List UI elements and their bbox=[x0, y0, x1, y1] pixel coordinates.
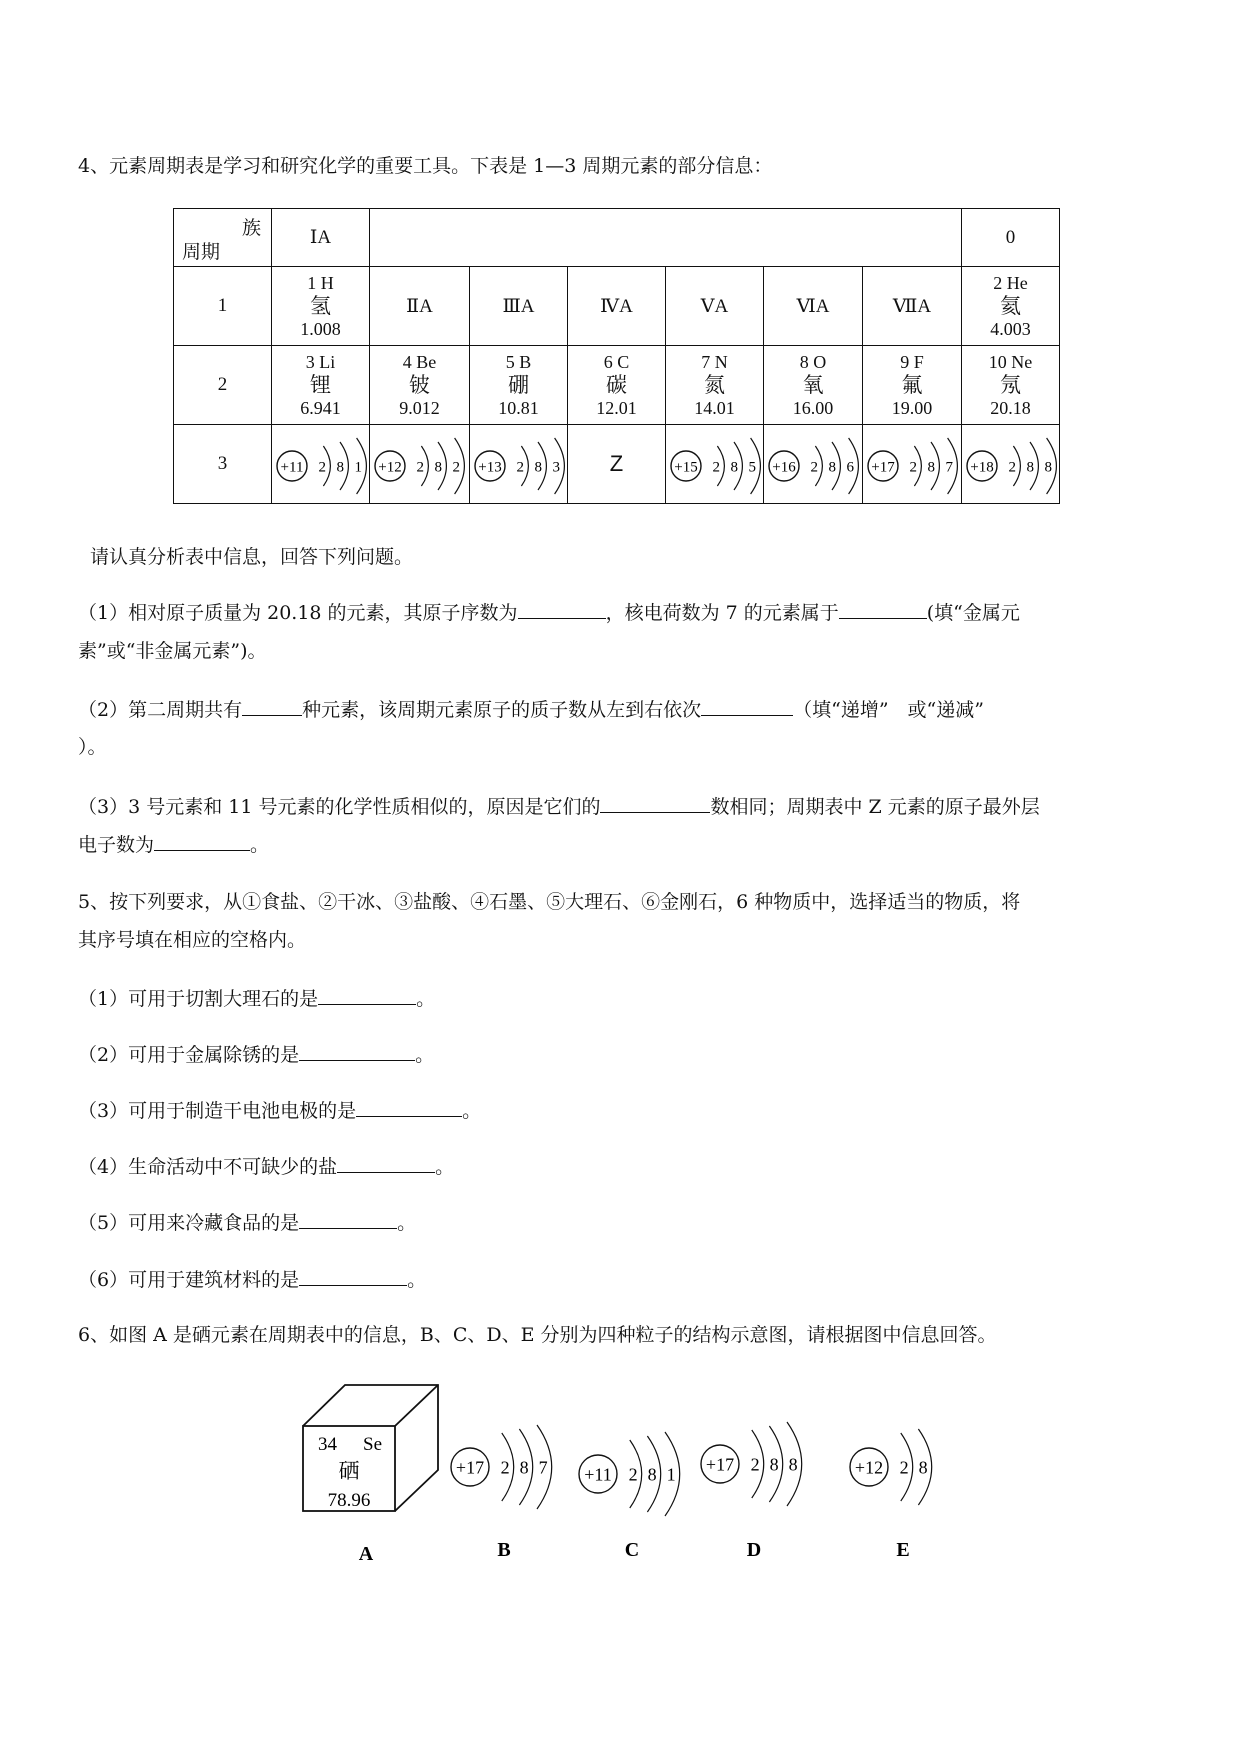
q5-item-end: 。 bbox=[416, 988, 436, 1010]
element-mass: 9.012 bbox=[399, 398, 440, 418]
element-symbol: 3 Li bbox=[305, 352, 336, 372]
shell-electron-count: 2 bbox=[899, 1457, 909, 1478]
shell-electron-count: 2 bbox=[1008, 459, 1017, 476]
period-label: 2 bbox=[174, 346, 272, 425]
element-symbol: 7 N bbox=[701, 352, 728, 372]
q4-intro: 4、元素周期表是学习和研究化学的重要工具。下表是 1—3 周期元素的部分信息： bbox=[78, 155, 773, 177]
q4-p3-text: 数相同；周期表中 Z 元素的原子最外层 bbox=[710, 796, 1040, 818]
q4-prompt: 请认真分析表中信息，回答下列问题。 bbox=[90, 546, 414, 568]
q5-item-text: （3）可用于制造干电池电极的是 bbox=[78, 1100, 357, 1122]
figure-label-c: C bbox=[624, 1539, 640, 1561]
particle-diagram-d bbox=[701, 1422, 802, 1561]
element-symbol: 5 B bbox=[505, 352, 532, 372]
q5-intro-line2: 其序号填在相应的空格内。 bbox=[78, 929, 307, 951]
shell-electron-count: 8 bbox=[434, 459, 443, 476]
element-mass: 12.01 bbox=[596, 398, 637, 418]
q5-item-text: （6）可用于建筑材料的是 bbox=[78, 1269, 300, 1291]
shell-electron-count: 8 bbox=[769, 1454, 779, 1475]
element-mass: 14.01 bbox=[694, 398, 735, 418]
q4-part1-line2: 素”或“非金属元素”)。 bbox=[78, 640, 267, 662]
element-mass: 1.008 bbox=[300, 319, 341, 339]
element-mass: 20.18 bbox=[990, 398, 1031, 418]
group-0-cell: 0 bbox=[962, 209, 1060, 267]
group-label: ⅤA bbox=[666, 267, 764, 346]
q4-p1-text: （1）相对原子质量为 20.18 的元素，其原子序数为 bbox=[78, 602, 518, 624]
shell-electron-count: 8 bbox=[534, 459, 543, 476]
shell-electron-count: 2 bbox=[416, 459, 425, 476]
group-label: ⅦA bbox=[863, 267, 962, 346]
period-label: 1 bbox=[174, 267, 272, 346]
element-name: 氢 bbox=[310, 294, 331, 318]
nucleus-charge: +16 bbox=[772, 459, 796, 476]
element-symbol: 8 O bbox=[799, 352, 827, 372]
figure-label-a: A bbox=[358, 1543, 374, 1565]
q5-intro-line1: 5、按下列要求，从①食盐、②干冰、③盐酸、④石墨、⑤大理石、⑥金刚石，6 种物质中，选择适当的物质，将 bbox=[78, 891, 1021, 913]
shell-electron-count: 2 bbox=[810, 459, 819, 476]
element-symbol: 1 H bbox=[307, 273, 334, 293]
nucleus-charge: +12 bbox=[854, 1457, 884, 1478]
element-name: 氖 bbox=[1000, 373, 1021, 397]
q5-item-end: 。 bbox=[415, 1044, 435, 1066]
nucleus-charge: +17 bbox=[871, 459, 895, 476]
group-label: ⅢA bbox=[470, 267, 568, 346]
element-mass: 6.941 bbox=[300, 398, 341, 418]
shell-electron-count: 3 bbox=[552, 459, 561, 476]
q4-p3-text: 电子数为 bbox=[78, 834, 155, 856]
header-period-label: 周期 bbox=[182, 242, 221, 263]
element-name: 锂 bbox=[310, 373, 331, 397]
element-name: 氧 bbox=[802, 373, 824, 397]
shell-electron-count: 2 bbox=[452, 459, 461, 476]
shell-electron-count: 2 bbox=[750, 1454, 760, 1475]
shell-electron-count: 2 bbox=[516, 459, 525, 476]
nucleus-charge: +18 bbox=[970, 459, 994, 476]
shell-electron-count: 2 bbox=[909, 459, 918, 476]
shell-electron-count: 7 bbox=[538, 1457, 548, 1478]
figure-label-d: D bbox=[746, 1539, 762, 1561]
element-name: 硼 bbox=[508, 373, 529, 397]
nucleus-charge: +11 bbox=[584, 1464, 612, 1485]
shell-electron-count: 2 bbox=[712, 459, 721, 476]
shell-electron-count: 1 bbox=[666, 1464, 676, 1485]
nucleus-charge: +11 bbox=[280, 459, 304, 476]
element-mass: 10.81 bbox=[498, 398, 539, 418]
q4-p3-text: （3）3 号元素和 11 号元素的化学性质相似的，原因是它们的 bbox=[78, 796, 601, 818]
group-1a-cell: ⅠA bbox=[272, 209, 370, 267]
q5-item-end: 。 bbox=[407, 1269, 427, 1291]
tile-atomic-number: 34 bbox=[318, 1434, 337, 1455]
element-mass: 4.003 bbox=[990, 319, 1031, 339]
shell-electron-count: 8 bbox=[730, 459, 739, 476]
shell-electron-count: 8 bbox=[1044, 459, 1053, 476]
q4-p1-text: ，核电荷数为 7 的元素属于 bbox=[605, 602, 839, 624]
shell-electron-count: 8 bbox=[1026, 459, 1035, 476]
q4-p3-text: 。 bbox=[250, 834, 270, 856]
q5-item-end: 。 bbox=[435, 1156, 455, 1178]
q4-p2-text: （2）第二周期共有 bbox=[78, 699, 243, 721]
period-label: 3 bbox=[174, 425, 272, 504]
shell-electron-count: 2 bbox=[628, 1464, 638, 1485]
q4-p2-text: 种元素，该周期元素原子的质子数从左到右依次 bbox=[302, 699, 702, 721]
shell-electron-count: 8 bbox=[828, 459, 837, 476]
element-symbol: 9 F bbox=[900, 352, 924, 372]
shell-electron-count: 8 bbox=[918, 1457, 928, 1478]
element-mass: 19.00 bbox=[891, 398, 933, 418]
element-z-label: Z bbox=[568, 425, 666, 504]
shell-electron-count: 8 bbox=[336, 459, 345, 476]
q6-intro: 6、如图 A 是硒元素在周期表中的信息，B、C、D、E 分别为四种粒子的结构示意图，请根据图中信息回答。 bbox=[78, 1324, 997, 1346]
group-label: ⅥA bbox=[764, 267, 863, 346]
shell-electron-count: 8 bbox=[647, 1464, 657, 1485]
element-mass: 16.00 bbox=[792, 398, 834, 418]
figure-label-e: E bbox=[896, 1539, 910, 1561]
q5-item-end: 。 bbox=[397, 1212, 417, 1234]
particle-diagram-b bbox=[451, 1425, 552, 1561]
shell-electron-count: 8 bbox=[788, 1454, 798, 1475]
group-label: ⅣA bbox=[568, 267, 666, 346]
shell-electron-count: 7 bbox=[945, 459, 954, 476]
particle-diagram-e bbox=[850, 1429, 932, 1561]
tile-atomic-mass: 78.96 bbox=[327, 1490, 371, 1511]
element-name: 氟 bbox=[901, 373, 923, 397]
shell-electron-count: 2 bbox=[500, 1457, 510, 1478]
shell-electron-count: 2 bbox=[318, 459, 327, 476]
shell-electron-count: 1 bbox=[354, 459, 363, 476]
nucleus-charge: +12 bbox=[378, 459, 402, 476]
nucleus-charge: +13 bbox=[478, 459, 502, 476]
q4-p1-text: (填“金属元 bbox=[926, 602, 1020, 624]
element-symbol: 6 C bbox=[603, 352, 630, 372]
element-name: 铍 bbox=[409, 373, 430, 397]
group-label: ⅡA bbox=[370, 267, 470, 346]
q5-item-text: （4）生命活动中不可缺少的盐 bbox=[78, 1156, 338, 1178]
nucleus-charge: +17 bbox=[705, 1454, 735, 1475]
figure-label-b: B bbox=[497, 1539, 511, 1561]
element-symbol: 10 Ne bbox=[988, 352, 1033, 372]
q4-p2-text: （填“递增” 或“递减” bbox=[793, 699, 984, 721]
q5-item-text: （1）可用于切割大理石的是 bbox=[78, 988, 319, 1010]
q5-item-text: （2）可用于金属除锈的是 bbox=[78, 1044, 300, 1066]
tile-element-name: 硒 bbox=[338, 1459, 360, 1483]
q4-part2-line2: ）。 bbox=[78, 736, 107, 758]
shell-electron-count: 5 bbox=[748, 459, 757, 476]
shell-electron-count: 6 bbox=[846, 459, 855, 476]
element-name: 氮 bbox=[704, 373, 725, 397]
q5-item-end: 。 bbox=[462, 1100, 482, 1122]
header-group-label: 族 bbox=[241, 218, 261, 239]
element-symbol: 2 He bbox=[993, 273, 1028, 293]
element-symbol: 4 Be bbox=[402, 352, 437, 372]
tile-symbol: Se bbox=[363, 1434, 382, 1455]
shell-electron-count: 8 bbox=[927, 459, 936, 476]
particle-diagram-c bbox=[579, 1432, 680, 1561]
q5-item-text: （5）可用来冷藏食品的是 bbox=[78, 1212, 300, 1234]
nucleus-charge: +17 bbox=[455, 1457, 485, 1478]
element-name: 氦 bbox=[1000, 294, 1021, 318]
element-name: 碳 bbox=[606, 373, 627, 397]
shell-electron-count: 8 bbox=[519, 1457, 529, 1478]
nucleus-charge: +15 bbox=[674, 459, 698, 476]
